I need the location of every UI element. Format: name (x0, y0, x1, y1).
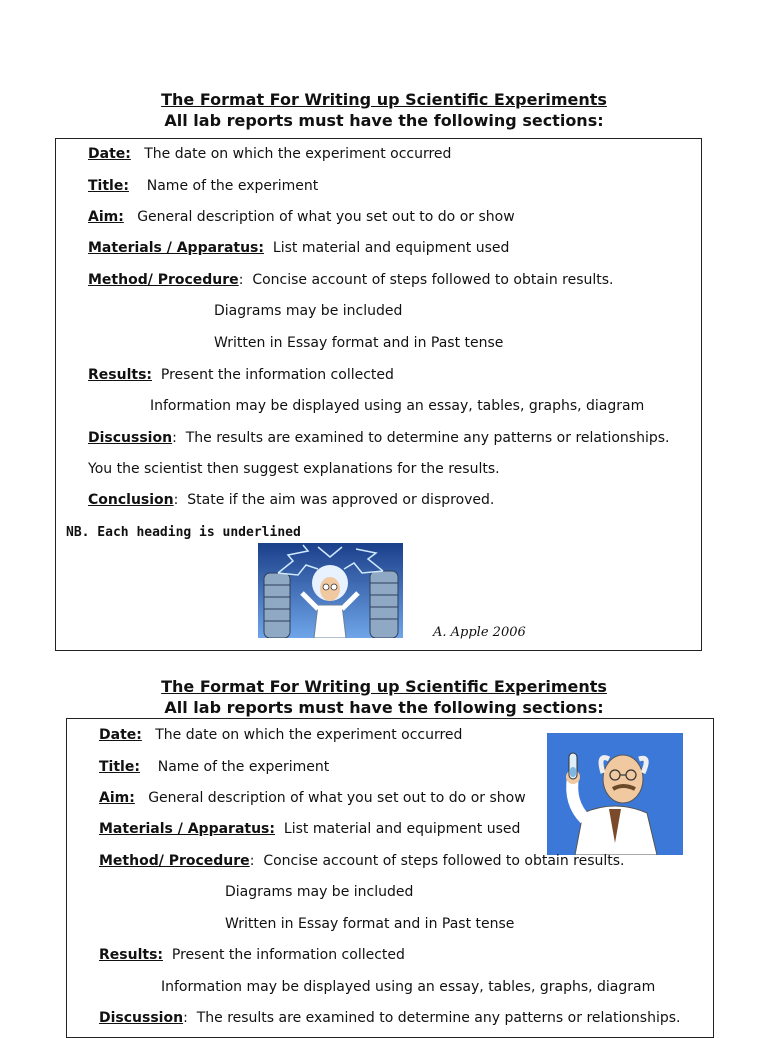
sheet1-method-row: Method/ Procedure: Concise account of steps followed to obtain results. (88, 272, 614, 288)
sheet1-aim-row (88, 209, 515, 225)
sheet1-results-sub: Information may be displayed using an essay, tables, graphs, diagram (150, 398, 645, 414)
sheet1-title: The Format For Writing up Scientific Experiments (161, 90, 607, 109)
method-heading: Method/ Procedure (88, 272, 239, 288)
nb-note: NB. Each heading is underlined (66, 525, 301, 540)
sheet1-discussion-cont: You the scientist then suggest explanations for the results. (88, 461, 500, 477)
date-text: The date on which the experiment occurred (144, 146, 452, 162)
sheet1-title-row (88, 178, 318, 194)
discussion-heading: Discussion (99, 1010, 184, 1026)
sheet1-subtitle: All lab reports must have the following sections: (164, 111, 604, 130)
method-text: Concise account of steps followed to obtain results. (263, 853, 625, 869)
results-text: Present the information collected (171, 947, 405, 963)
date-heading: Date: (99, 727, 142, 743)
method-heading: Method/ Procedure (99, 853, 250, 869)
credit: A. Apple 2006 (433, 625, 526, 640)
results-heading: Results: (88, 367, 152, 383)
sheet1-method-sub1: Diagrams may be included (214, 303, 403, 319)
materials-heading: Materials / Apparatus: (99, 821, 275, 837)
aim-text: General description of what you set out to do or show (148, 790, 526, 806)
title-heading: Title: (99, 759, 140, 775)
conclusion-heading: Conclusion (88, 492, 174, 508)
mad-scientist-image (258, 543, 403, 638)
sheet1-date-row (88, 146, 451, 162)
sheet2-materials-row (99, 821, 520, 837)
sheet1-materials-row (88, 240, 509, 256)
sheet2-method-row: Method/ Procedure: Concise account of steps followed to obtain results. (99, 853, 625, 869)
discussion-text: The results are examined to determine any patterns or relationships. (196, 1010, 681, 1026)
title-text: Name of the experiment (157, 759, 330, 775)
materials-heading: Materials / Apparatus: (88, 240, 264, 256)
sheet1-conclusion-row: Conclusion: State if the aim was approved or disproved. (88, 492, 495, 508)
materials-text: List material and equipment used (272, 240, 510, 256)
aim-heading: Aim: (88, 209, 124, 225)
sheet2-aim-row (99, 790, 526, 806)
sheet2-method-sub2: Written in Essay format and in Past tense (225, 916, 515, 932)
title-heading: Title: (88, 178, 129, 194)
sheet2-discussion-row: Discussion: The results are examined to determine any patterns or relationships. (99, 1010, 681, 1026)
sheet1-method-sub2: Written in Essay format and in Past tense (214, 335, 504, 351)
aim-heading: Aim: (99, 790, 135, 806)
method-text: Concise account of steps followed to obtain results. (252, 272, 614, 288)
sheet2-results-sub: Information may be displayed using an essay, tables, graphs, diagram (161, 979, 656, 995)
sheet2-results-row (99, 947, 405, 963)
materials-text: List material and equipment used (283, 821, 521, 837)
discussion-heading: Discussion (88, 430, 173, 446)
sheet1-discussion-row: Discussion: The results are examined to determine any patterns or relationships. (88, 430, 670, 446)
date-text: The date on which the experiment occurred (155, 727, 463, 743)
sheet2-date-row (99, 727, 462, 743)
sheet2-title: The Format For Writing up Scientific Experiments (161, 677, 607, 696)
results-text: Present the information collected (160, 367, 394, 383)
discussion-text: The results are examined to determine any patterns or relationships. (185, 430, 670, 446)
sheet2-subtitle: All lab reports must have the following sections: (164, 698, 604, 717)
sheet2-method-sub1: Diagrams may be included (225, 884, 414, 900)
conclusion-text: State if the aim was approved or disproved. (187, 492, 495, 508)
title-text: Name of the experiment (146, 178, 319, 194)
date-heading: Date: (88, 146, 131, 162)
aim-text: General description of what you set out to do or show (137, 209, 515, 225)
sheet2-title-row (99, 759, 329, 775)
scientist-test-tube-image (547, 733, 683, 855)
sheet1-results-row (88, 367, 394, 383)
results-heading: Results: (99, 947, 163, 963)
